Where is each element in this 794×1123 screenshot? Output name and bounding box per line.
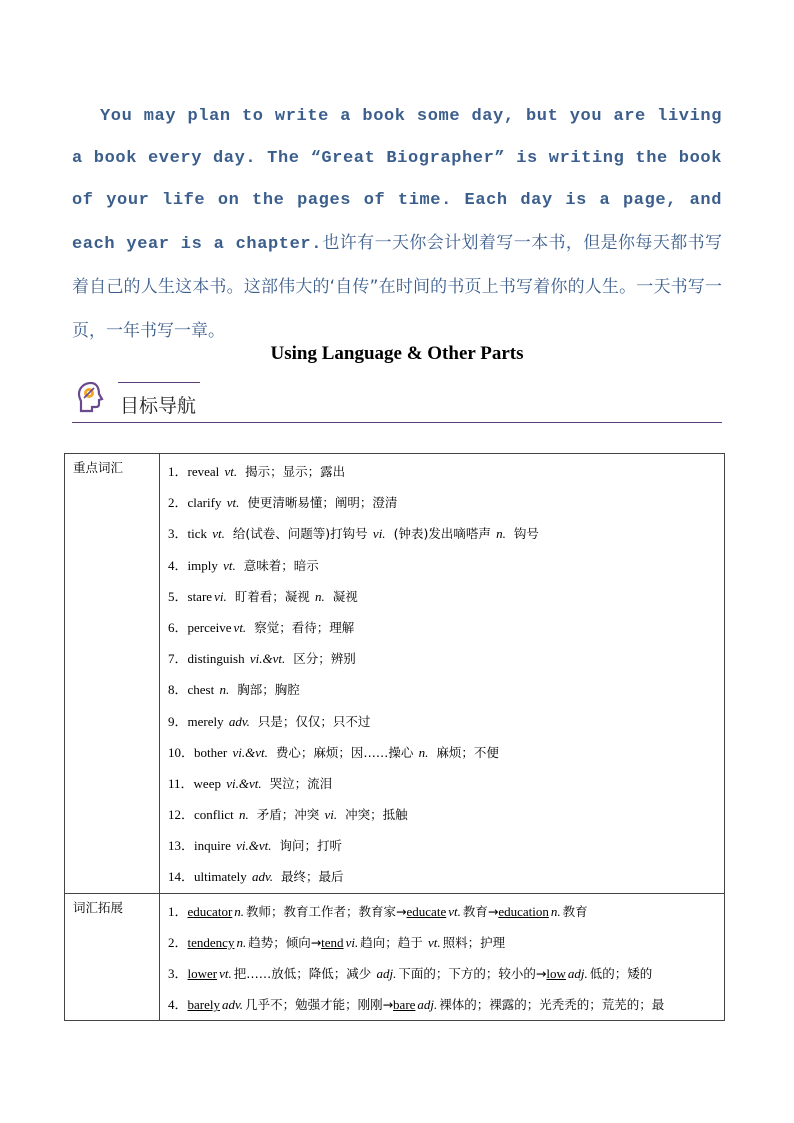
list-item: 10．bother vi.&vt. 费心；麻烦；因……操心 n. 麻烦；不便 xyxy=(168,744,499,760)
list-item: 8．chest n. 胸部；胸腔 xyxy=(168,682,300,698)
vocab-expansion-header: 词汇拓展 xyxy=(65,893,160,1021)
list-item: 1．educator n. 教师；教育工作者；教育家→educate vt. 教育→education n. 教育 xyxy=(168,903,588,919)
list-item: 3．lower vt. 把……放低；降低；减少 adj. 下面的；下方的；较小的→low adj. 低的；矮的 xyxy=(168,966,653,981)
quote-chinese: 也许有一天你会计划着写一本书，但是你每天都书写着自己的人生这本书。这部伟大的‘自传”在时间的书页上书写着你的人生。一天书写一页，一年书写一章。 xyxy=(72,233,722,341)
intro-quote xyxy=(72,96,722,354)
page-title: Using Language & Other Parts xyxy=(270,343,524,364)
list-item: 4．imply vt. 意味着；暗示 xyxy=(168,557,319,573)
header-decor-line xyxy=(118,382,200,383)
list-item: 5．stare vi. 盯着看；凝视 n. 凝视 xyxy=(168,588,358,604)
vocab-expansion-row xyxy=(65,893,725,1021)
list-item: 11．weep vi.&vt. 哭泣；流泪 xyxy=(168,775,333,791)
list-item: 4．barely adv. 几乎不；勉强才能；刚刚→bare adj. 裸体的；裸露的；光秃秃的；荒芜的；最 xyxy=(168,997,665,1013)
key-vocab-row xyxy=(65,454,725,894)
target-navigation-header xyxy=(72,378,722,423)
head-gears-icon xyxy=(74,380,108,416)
list-item: 12．conflict n. 矛盾；冲突 vi. 冲突；抵触 xyxy=(168,807,408,823)
quote-english: You may plan to write a book some day, but you are living a book every day. The “Great Biographer” is writing the book of your life on the pages of time. Each day is a page, and each year is a chapter. xyxy=(72,107,722,254)
nav-label: 目标导航 xyxy=(120,395,197,417)
list-item: 9．merely adv. 只是；仅仅；只不过 xyxy=(168,713,371,729)
vocabulary-table xyxy=(64,453,725,1021)
list-item: 7．distinguish vi.&vt. 区分；辨别 xyxy=(168,651,356,667)
list-item: 14．ultimately adv. 最终；最后 xyxy=(168,869,344,885)
key-vocab-header: 重点词汇 xyxy=(65,454,160,894)
vocab-expansion-list xyxy=(160,893,725,1021)
list-item: 6．perceive vt. 察觉；看待；理解 xyxy=(168,619,355,635)
list-item: 1．reveal vt. 揭示；显示；露出 xyxy=(168,464,346,479)
list-item: 13．inquire vi.&vt. 询问；打听 xyxy=(168,838,342,854)
list-item: 3．tick vt. 给(试卷、问题等)打钩号 vi. (钟表)发出嘀嗒声 n. 钩号 xyxy=(168,526,539,542)
key-vocab-list xyxy=(160,454,725,894)
list-item: 2．tendency n. 趋势；倾向→tend vi. 趋向；趋于 vt. 照料；护理 xyxy=(168,934,506,950)
list-item: 2．clarify vt. 使更清晰易懂；阐明；澄清 xyxy=(168,495,398,511)
